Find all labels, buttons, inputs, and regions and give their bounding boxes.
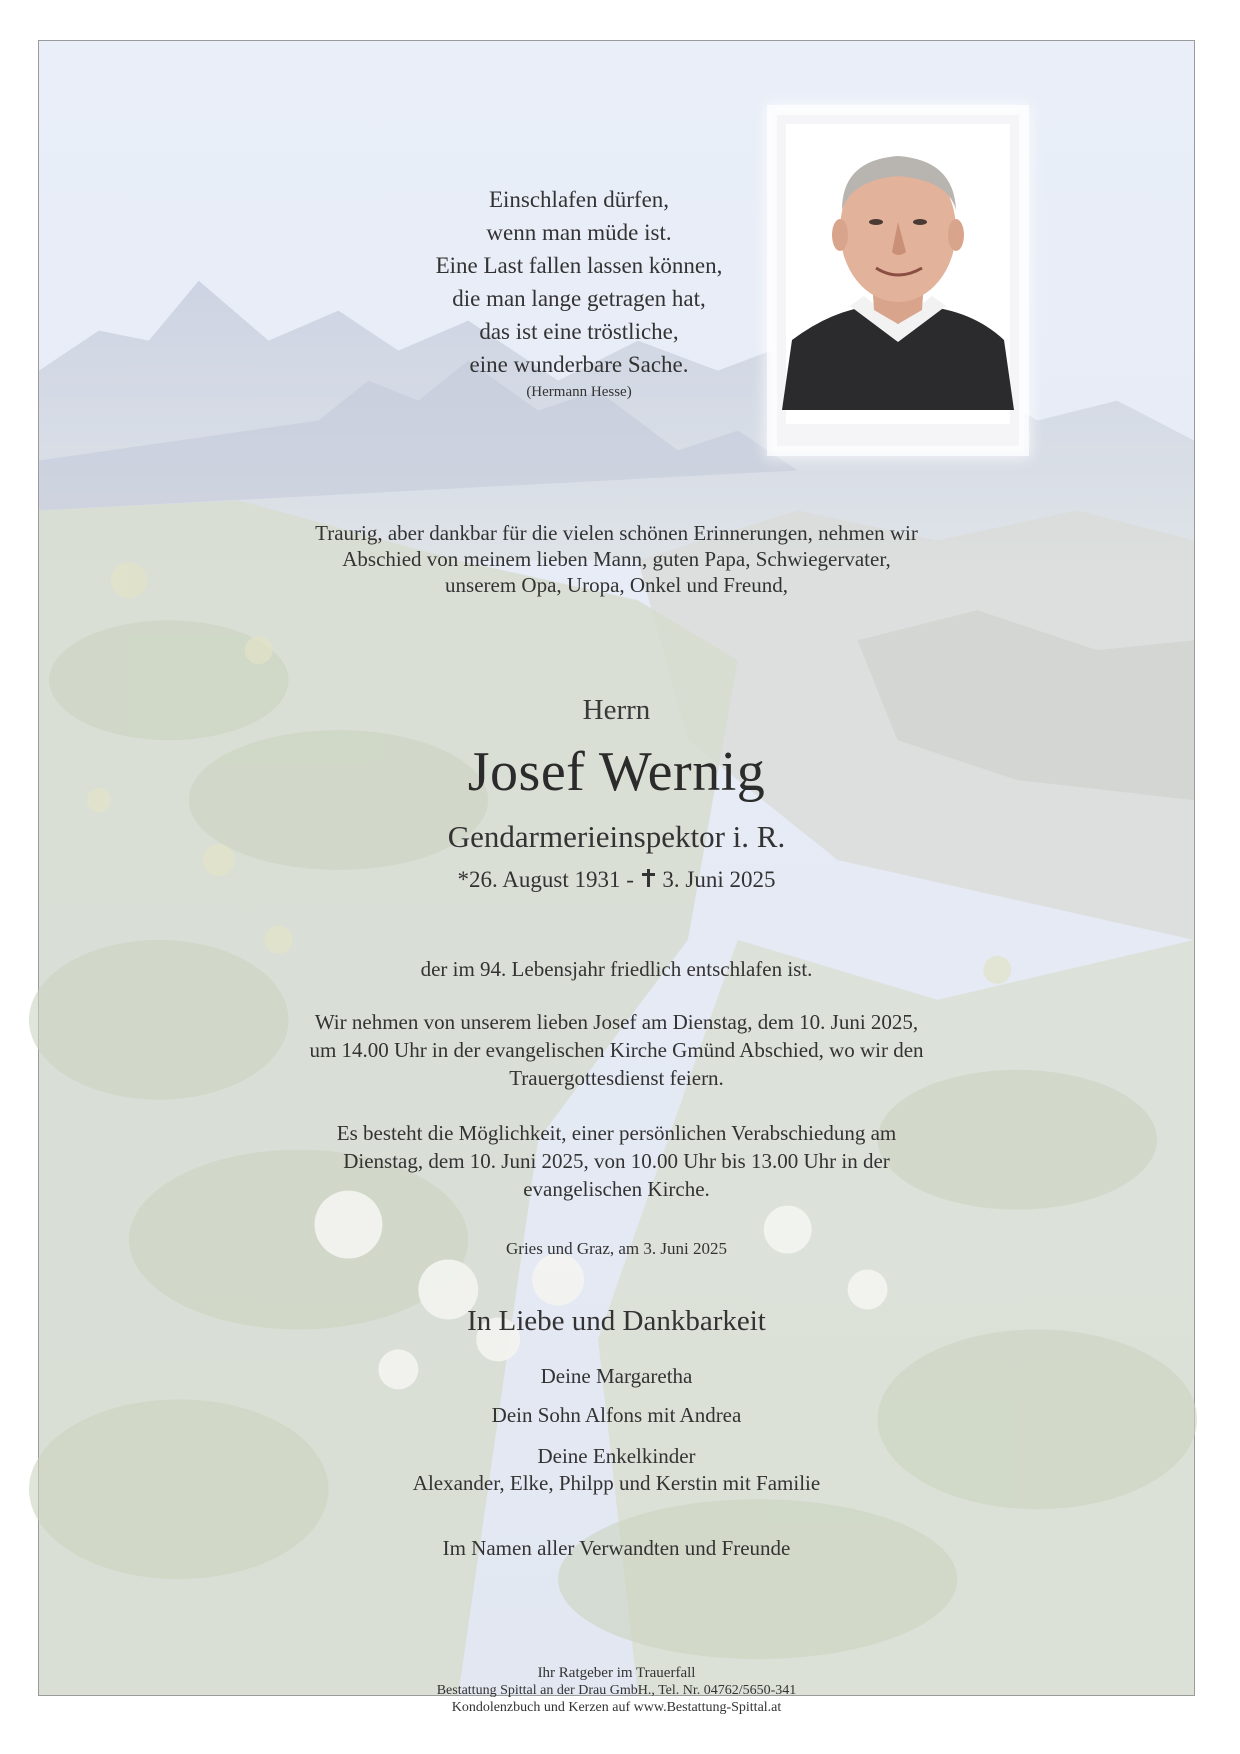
mourners-heading: In Liebe und Dankbarkeit: [467, 1305, 766, 1337]
birth-date: *26. August 1931 -: [457, 867, 634, 892]
poem-line: wenn man müde ist.: [486, 220, 672, 245]
viewing-line: Dienstag, dem 10. Juni 2025, von 10.00 Uhr bis 13.00 Uhr in der: [343, 1149, 890, 1173]
grandchildren-names: Alexander, Elke, Philpp und Kerstin mit Familie: [412, 1471, 821, 1495]
salutation: Herrn: [582, 694, 651, 726]
poem-line: Einschlafen dürfen,: [488, 187, 670, 212]
mourner-son: Dein Sohn Alfons mit Andrea: [491, 1403, 742, 1427]
funeral-paragraph: [39, 1008, 1194, 1092]
intro-line: Traurig, aber dankbar für die vielen schönen Erinnerungen, nehmen wir: [315, 521, 918, 545]
viewing-paragraph: [39, 1119, 1194, 1203]
funeral-line: um 14.00 Uhr in der evangelischen Kirche Gmünd Abschied, wo wir den: [309, 1038, 924, 1062]
viewing-line: evangelischen Kirche.: [523, 1177, 710, 1201]
death-date: 3. Juni 2025: [662, 867, 776, 892]
intro-text: [39, 520, 1194, 598]
place-date: Gries und Graz, am 3. Juni 2025: [506, 1239, 727, 1258]
cross-icon: [642, 869, 655, 887]
footer-company: Bestattung Spittal an der Drau GmbH., Tel. Nr. 04762/5650-341: [436, 1683, 797, 1698]
viewing-line: Es besteht die Möglichkeit, einer persönlichen Verabschiedung am: [336, 1121, 897, 1145]
mourner-wife: Deine Margaretha: [540, 1364, 693, 1388]
intro-line: Abschied von meinem lieben Mann, guten Papa, Schwiegervater,: [342, 547, 891, 571]
intro-line: unserem Opa, Uropa, Onkel und Freund,: [445, 573, 788, 597]
portrait-photo: [772, 110, 1024, 451]
obituary-card: [38, 40, 1195, 1715]
funeral-line: Wir nehmen von unserem lieben Josef am Dienstag, dem 10. Juni 2025,: [314, 1010, 919, 1034]
mourner-grandchildren: [39, 1443, 1194, 1497]
poem-line: Eine Last fallen lassen können,: [435, 253, 723, 278]
poem-line: eine wunderbare Sache.: [469, 352, 689, 377]
footer: [39, 1665, 1194, 1716]
deceased-title: Gendarmerieinspektor i. R.: [447, 819, 786, 854]
mourners-closing: Im Namen aller Verwandten und Freunde: [442, 1536, 791, 1560]
poem-author: (Hermann Hesse): [526, 384, 632, 400]
grandchildren-heading: Deine Enkelkinder: [537, 1444, 696, 1468]
life-dates: [39, 867, 1194, 893]
poem-line: die man lange getragen hat,: [452, 286, 706, 311]
footer-website: Kondolenzbuch und Kerzen auf www.Bestattung-Spittal.at: [451, 1700, 782, 1715]
footer-tagline: Ihr Ratgeber im Trauerfall: [537, 1665, 696, 1681]
poem-line: das ist eine tröstliche,: [479, 319, 679, 344]
deceased-name: Josef Wernig: [467, 741, 766, 803]
age-line: der im 94. Lebensjahr friedlich entschlafen ist.: [420, 957, 813, 981]
portrait-icon: [772, 110, 1024, 451]
funeral-line: Trauergottesdienst feiern.: [509, 1066, 724, 1090]
